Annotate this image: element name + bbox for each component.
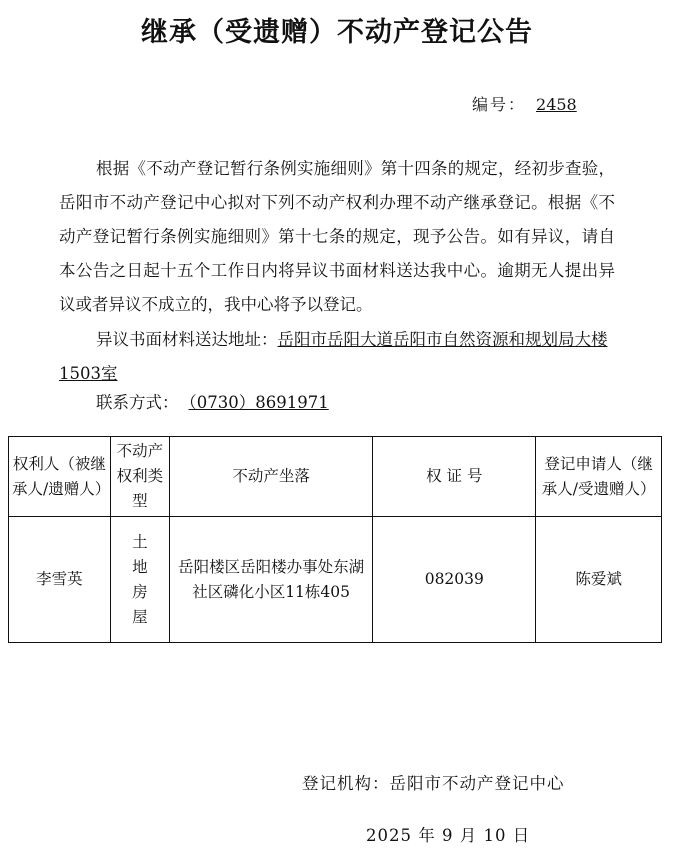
cell-location: 岳阳楼区岳阳楼办事处东湖社区磷化小区11栋405 xyxy=(169,517,373,643)
header-location: 不动产坐落 xyxy=(169,437,373,517)
header-applicant: 登记申请人（继承人/受遗赠人） xyxy=(536,437,662,517)
header-cert-no: 权 证 号 xyxy=(373,437,536,517)
authority-label: 登记机构： xyxy=(302,774,390,793)
cell-type: 土地房屋 xyxy=(110,517,169,643)
notice-body: 根据《不动产登记暂行条例实施细则》第十四条的规定，经初步查验，岳阳市不动产登记中心拟对下列不动产权利办理不动产继承登记。根据《不动产登记暂行条例实施细则》第十七条的规定，现予公告。如有异议，请自本公告之日起十五个工作日内将异议书面材料送达我中心。逾期无人提出异议或者异议不成立的，我中心将予以登记。 xyxy=(59,159,615,314)
contact-label: 联系方式： xyxy=(96,393,179,412)
page-title: 继承（受遗赠）不动产登记公告 xyxy=(141,17,533,48)
document-number-label: 编号： xyxy=(472,95,527,114)
cell-cert-no: 082039 xyxy=(373,517,536,643)
cell-holder: 李雪英 xyxy=(9,517,111,643)
contact-value: （0730）8691971 xyxy=(188,393,329,412)
header-type: 不动产权利类型 xyxy=(110,437,169,517)
contact-info xyxy=(96,391,357,415)
document-number xyxy=(472,92,577,115)
authority-value: 岳阳市不动产登记中心 xyxy=(389,774,565,793)
document-number-value: 2458 xyxy=(536,95,577,114)
objection-address xyxy=(59,323,615,391)
notice-date: 2025 年 9 月 10 日 xyxy=(366,826,531,845)
registration-authority xyxy=(302,770,565,794)
table-header-row xyxy=(9,437,662,517)
cell-applicant: 陈爱斌 xyxy=(536,517,662,643)
property-table xyxy=(8,436,662,643)
objection-address-label: 异议书面材料送达地址： xyxy=(96,330,278,349)
header-holder: 权利人（被继承人/遗赠人） xyxy=(9,437,111,517)
table-row xyxy=(9,517,662,643)
objection-address-value: 岳阳市岳阳大道岳阳市自然资源和规划局大楼1503室 xyxy=(59,330,608,383)
